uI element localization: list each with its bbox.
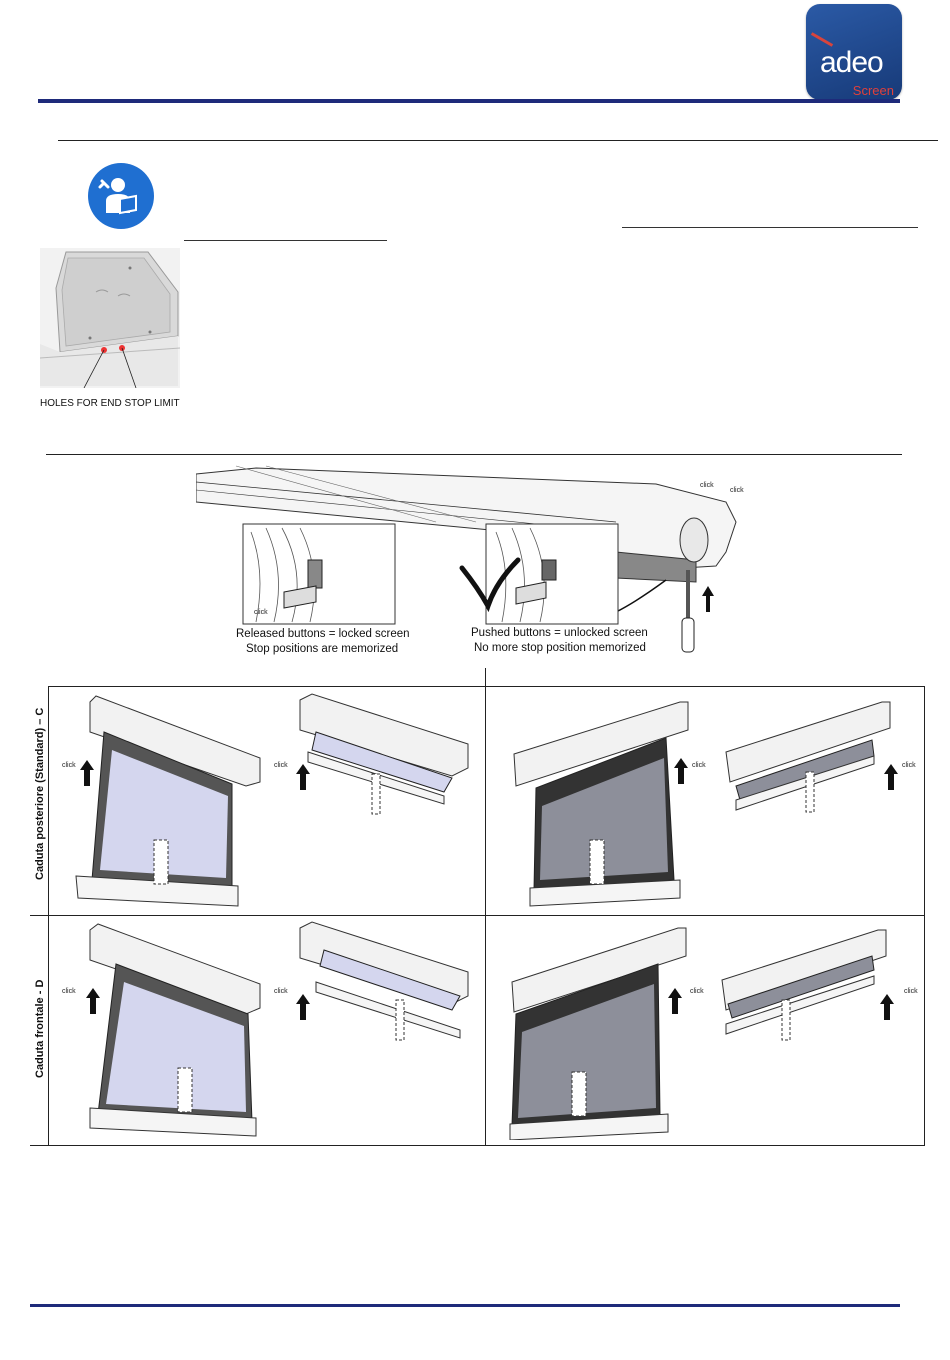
pushed-caption-1: Pushed buttons = unlocked screen	[471, 627, 648, 639]
click-r1c2-a: click	[692, 762, 706, 769]
table-bottom-rule	[30, 1145, 924, 1146]
screen-rear-grey-open	[508, 694, 698, 910]
row-label-rear: Caduta posteriore (Standard) – C	[34, 707, 46, 880]
logo-tick	[811, 32, 833, 47]
header-rule	[38, 99, 900, 103]
section1-rule	[58, 140, 938, 141]
click-r2c2-a: click	[690, 988, 704, 995]
end-stop-photo	[40, 248, 180, 388]
underline-1	[622, 227, 918, 228]
screen-rear-grey-closed	[722, 692, 922, 832]
screen-rear-light-open	[56, 694, 266, 910]
table-mid-rule	[30, 915, 924, 916]
click-r1c2-b: click	[902, 762, 916, 769]
screen-rear-light-closed	[272, 692, 472, 832]
underline-2	[184, 240, 387, 241]
released-caption-1: Released buttons = locked screen	[236, 628, 410, 640]
row-label-front: Caduta frontale - D	[34, 979, 46, 1078]
screen-front-light-open	[56, 922, 266, 1140]
adeo-logo	[806, 4, 902, 100]
click-label-inset: click	[254, 609, 268, 616]
screen-front-grey-open	[508, 922, 698, 1140]
screen-front-grey-closed	[718, 920, 922, 1060]
table-center-rule	[485, 668, 486, 1146]
click-r1c1-a: click	[62, 762, 76, 769]
pushed-caption-2: No more stop position memorized	[474, 642, 646, 654]
logo-sub: Screen	[852, 83, 894, 98]
released-caption-2: Stop positions are memorized	[246, 643, 399, 655]
footer-rule	[30, 1304, 900, 1307]
click-r2c1-b: click	[274, 988, 288, 995]
click-r2c1-a: click	[62, 988, 76, 995]
click-label-top-2: click	[730, 487, 744, 494]
table-top-rule	[48, 686, 924, 687]
table-right-rule	[924, 686, 925, 1146]
click-r2c2-b: click	[904, 988, 918, 995]
screen-front-light-closed	[272, 920, 472, 1060]
click-r1c1-b: click	[274, 762, 288, 769]
table-left-rule	[48, 686, 49, 1146]
click-label-top-1: click	[700, 482, 714, 489]
end-stop-caption: HOLES FOR END STOP LIMIT	[40, 398, 180, 409]
read-manual-icon	[88, 163, 154, 229]
section2-rule	[46, 454, 902, 455]
logo-word: adeo	[820, 46, 883, 79]
